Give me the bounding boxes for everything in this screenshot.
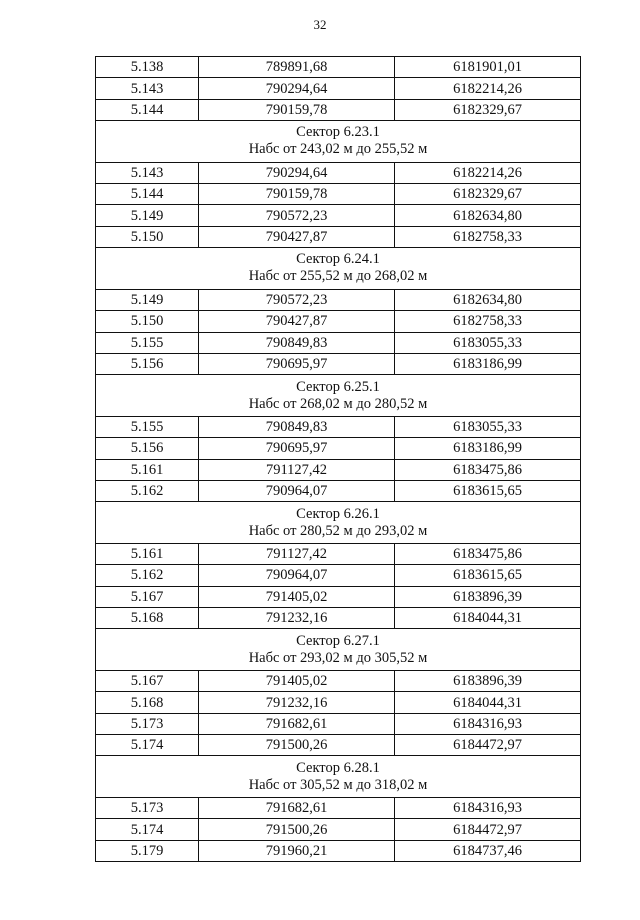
sector-title: Сектор 6.26.1 <box>296 505 380 522</box>
point-number-cell: 5.173 <box>96 797 199 818</box>
table-row <box>96 416 581 437</box>
x-coordinate-cell: 790427,87 <box>199 226 395 247</box>
x-coordinate-cell: 791127,42 <box>199 459 395 480</box>
point-number-cell: 5.156 <box>96 438 199 459</box>
y-coordinate-cell: 6183186,99 <box>395 438 581 459</box>
x-coordinate-cell: 790572,23 <box>199 289 395 310</box>
table-row <box>96 459 581 480</box>
y-coordinate-cell: 6183475,86 <box>395 459 581 480</box>
y-coordinate-cell: 6184472,97 <box>395 819 581 840</box>
x-coordinate-cell: 790849,83 <box>199 416 395 437</box>
point-number-cell: 5.144 <box>96 184 199 205</box>
point-number-cell: 5.138 <box>96 57 199 78</box>
point-number-cell: 5.143 <box>96 78 199 99</box>
coordinates-table <box>95 56 581 862</box>
table-row <box>96 797 581 818</box>
y-coordinate-cell: 6183615,65 <box>395 480 581 501</box>
table-row <box>96 480 581 501</box>
x-coordinate-cell: 791960,21 <box>199 840 395 861</box>
y-coordinate-cell: 6182634,80 <box>395 205 581 226</box>
table-row <box>96 565 581 586</box>
point-number-cell: 5.156 <box>96 353 199 374</box>
table-row <box>96 713 581 734</box>
x-coordinate-cell: 791405,02 <box>199 586 395 607</box>
sector-header-row <box>96 756 581 798</box>
table-row <box>96 205 581 226</box>
y-coordinate-cell: 6182758,33 <box>395 311 581 332</box>
y-coordinate-cell: 6182758,33 <box>395 226 581 247</box>
table-row <box>96 438 581 459</box>
x-coordinate-cell: 790294,64 <box>199 162 395 183</box>
point-number-cell: 5.179 <box>96 840 199 861</box>
x-coordinate-cell: 791500,26 <box>199 819 395 840</box>
sector-header-row <box>96 248 581 290</box>
coordinates-table-body <box>96 57 581 862</box>
sector-height-range: Набс от 305,52 м до 318,02 м <box>248 776 428 793</box>
table-row <box>96 840 581 861</box>
table-row <box>96 332 581 353</box>
x-coordinate-cell: 791127,42 <box>199 543 395 564</box>
sector-header-cell <box>96 502 581 544</box>
point-number-cell: 5.162 <box>96 565 199 586</box>
y-coordinate-cell: 6183615,65 <box>395 565 581 586</box>
page-number: 32 <box>313 17 327 32</box>
x-coordinate-cell: 789891,68 <box>199 57 395 78</box>
point-number-cell: 5.161 <box>96 543 199 564</box>
point-number-cell: 5.167 <box>96 586 199 607</box>
table-row <box>96 353 581 374</box>
x-coordinate-cell: 790427,87 <box>199 311 395 332</box>
y-coordinate-cell: 6182634,80 <box>395 289 581 310</box>
x-coordinate-cell: 790964,07 <box>199 480 395 501</box>
sector-height-range: Набс от 243,02 м до 255,52 м <box>248 141 428 158</box>
table-row <box>96 819 581 840</box>
sector-title: Сектор 6.24.1 <box>296 251 380 268</box>
x-coordinate-cell: 791405,02 <box>199 670 395 691</box>
sector-header-row <box>96 375 581 417</box>
x-coordinate-cell: 791232,16 <box>199 608 395 629</box>
y-coordinate-cell: 6183896,39 <box>395 670 581 691</box>
x-coordinate-cell: 791682,61 <box>199 713 395 734</box>
y-coordinate-cell: 6182214,26 <box>395 78 581 99</box>
point-number-cell: 5.149 <box>96 205 199 226</box>
y-coordinate-cell: 6182329,67 <box>395 184 581 205</box>
table-row <box>96 226 581 247</box>
sector-header-cell <box>96 756 581 798</box>
y-coordinate-cell: 6181901,01 <box>395 57 581 78</box>
point-number-cell: 5.155 <box>96 416 199 437</box>
table-row <box>96 184 581 205</box>
point-number-cell: 5.168 <box>96 692 199 713</box>
sector-header-row <box>96 502 581 544</box>
point-number-cell: 5.150 <box>96 226 199 247</box>
y-coordinate-cell: 6183055,33 <box>395 332 581 353</box>
x-coordinate-cell: 790572,23 <box>199 205 395 226</box>
point-number-cell: 5.162 <box>96 480 199 501</box>
sector-title: Сектор 6.23.1 <box>296 124 380 141</box>
point-number-cell: 5.143 <box>96 162 199 183</box>
point-number-cell: 5.155 <box>96 332 199 353</box>
point-number-cell: 5.174 <box>96 819 199 840</box>
y-coordinate-cell: 6183475,86 <box>395 543 581 564</box>
point-number-cell: 5.149 <box>96 289 199 310</box>
x-coordinate-cell: 791682,61 <box>199 797 395 818</box>
sector-title: Сектор 6.27.1 <box>296 632 380 649</box>
sector-height-range: Набс от 268,02 м до 280,52 м <box>248 395 428 412</box>
y-coordinate-cell: 6184737,46 <box>395 840 581 861</box>
point-number-cell: 5.150 <box>96 311 199 332</box>
table-row <box>96 608 581 629</box>
y-coordinate-cell: 6182329,67 <box>395 99 581 120</box>
x-coordinate-cell: 790294,64 <box>199 78 395 99</box>
x-coordinate-cell: 791232,16 <box>199 692 395 713</box>
y-coordinate-cell: 6184044,31 <box>395 608 581 629</box>
x-coordinate-cell: 790964,07 <box>199 565 395 586</box>
y-coordinate-cell: 6183055,33 <box>395 416 581 437</box>
x-coordinate-cell: 790159,78 <box>199 99 395 120</box>
y-coordinate-cell: 6182214,26 <box>395 162 581 183</box>
table-row <box>96 735 581 756</box>
sector-title: Сектор 6.28.1 <box>296 759 380 776</box>
point-number-cell: 5.168 <box>96 608 199 629</box>
x-coordinate-cell: 790695,97 <box>199 353 395 374</box>
x-coordinate-cell: 790695,97 <box>199 438 395 459</box>
x-coordinate-cell: 791500,26 <box>199 735 395 756</box>
table-row <box>96 692 581 713</box>
sector-height-range: Набс от 255,52 м до 268,02 м <box>248 268 428 285</box>
sector-header-cell <box>96 629 581 671</box>
table-row <box>96 586 581 607</box>
table-row <box>96 162 581 183</box>
sector-title: Сектор 6.25.1 <box>296 378 380 395</box>
point-number-cell: 5.144 <box>96 99 199 120</box>
table-row <box>96 57 581 78</box>
sector-header-cell <box>96 375 581 417</box>
point-number-cell: 5.173 <box>96 713 199 734</box>
y-coordinate-cell: 6184316,93 <box>395 797 581 818</box>
x-coordinate-cell: 790159,78 <box>199 184 395 205</box>
sector-header-row <box>96 121 581 163</box>
point-number-cell: 5.161 <box>96 459 199 480</box>
point-number-cell: 5.167 <box>96 670 199 691</box>
y-coordinate-cell: 6184044,31 <box>395 692 581 713</box>
y-coordinate-cell: 6184316,93 <box>395 713 581 734</box>
table-row <box>96 311 581 332</box>
sector-header-row <box>96 629 581 671</box>
sector-header-cell <box>96 248 581 290</box>
sector-header-cell <box>96 121 581 163</box>
sector-height-range: Набс от 280,52 м до 293,02 м <box>248 522 428 539</box>
table-row <box>96 543 581 564</box>
y-coordinate-cell: 6183896,39 <box>395 586 581 607</box>
table-row <box>96 670 581 691</box>
table-row <box>96 78 581 99</box>
point-number-cell: 5.174 <box>96 735 199 756</box>
x-coordinate-cell: 790849,83 <box>199 332 395 353</box>
table-row <box>96 99 581 120</box>
y-coordinate-cell: 6184472,97 <box>395 735 581 756</box>
table-row <box>96 289 581 310</box>
sector-height-range: Набс от 293,02 м до 305,52 м <box>248 649 428 666</box>
y-coordinate-cell: 6183186,99 <box>395 353 581 374</box>
